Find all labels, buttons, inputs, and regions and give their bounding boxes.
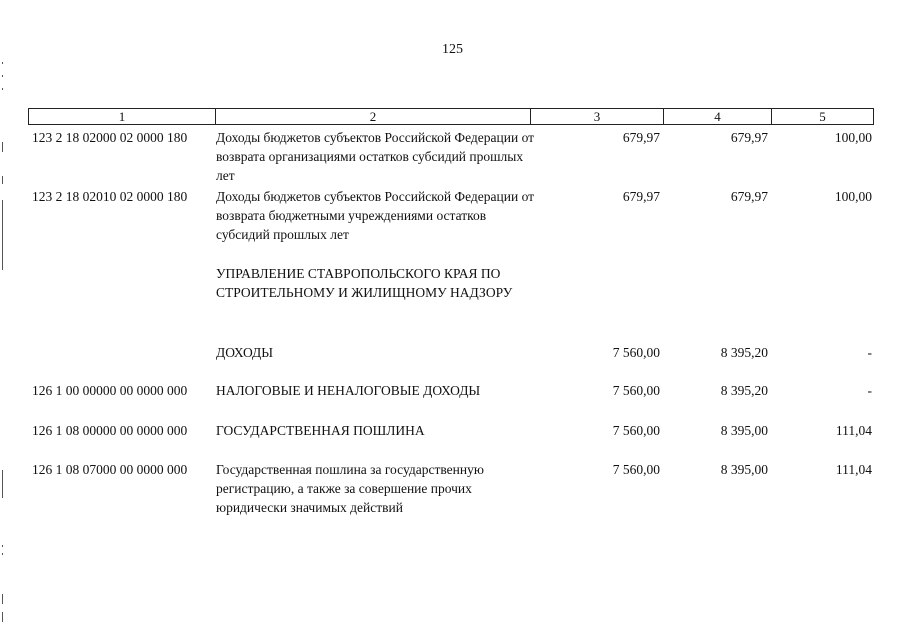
row-code: 126 1 08 07000 00 0000 000 <box>32 462 188 477</box>
row-name: Доходы бюджетов субъектов Российской Федерации от возврата бюджетными учреждениями остатков субсидий прошлых лет <box>216 189 535 242</box>
scan-mark <box>2 545 3 547</box>
scan-mark <box>2 142 3 152</box>
row-plan-value: 7 560,00 <box>612 345 660 360</box>
row-plan-value: 679,97 <box>622 130 660 145</box>
row-plan-value: 679,97 <box>622 189 660 204</box>
header-col-1: 1 <box>118 109 126 124</box>
row-percent-value: 100,00 <box>834 130 872 145</box>
scan-mark <box>2 553 3 555</box>
row-code: 123 2 18 02010 02 0000 180 <box>32 189 188 204</box>
row-name: ГОСУДАРСТВЕННАЯ ПОШЛИНА <box>216 423 425 438</box>
row-percent-value: 111,04 <box>835 462 872 477</box>
row-actual-value: 8 395,20 <box>720 383 768 398</box>
row-actual-value: 679,97 <box>730 130 768 145</box>
row-percent-value: - <box>867 345 872 360</box>
scan-mark <box>2 62 3 64</box>
scan-mark <box>2 470 3 498</box>
scan-mark <box>2 612 3 622</box>
row-code: 123 2 18 02000 02 0000 180 <box>32 130 188 145</box>
header-col-2: 2 <box>215 109 530 124</box>
row-percent-value: 100,00 <box>834 189 872 204</box>
row-actual-value: 8 395,00 <box>720 423 768 438</box>
row-name: Доходы бюджетов субъектов Российской Федерации от возврата организациями остатков субсидий прошлых лет <box>216 130 535 183</box>
scan-mark <box>2 200 3 270</box>
row-name: НАЛОГОВЫЕ И НЕНАЛОГОВЫЕ ДОХОДЫ <box>216 383 481 398</box>
row-code: 126 1 00 00000 00 0000 000 <box>32 383 188 398</box>
row-plan-value: 7 560,00 <box>612 383 660 398</box>
header-col-4: 4 <box>663 109 771 124</box>
row-actual-value: 679,97 <box>730 189 768 204</box>
row-plan-value: 7 560,00 <box>612 462 660 477</box>
header-col-5: 5 <box>771 109 873 124</box>
row-code: 126 1 08 00000 00 0000 000 <box>32 423 188 438</box>
row-name: ДОХОДЫ <box>216 345 274 360</box>
row-percent-value: - <box>867 383 872 398</box>
row-actual-value: 8 395,20 <box>720 345 768 360</box>
scan-mark <box>2 176 3 184</box>
row-name: УПРАВЛЕНИЕ СТАВРОПОЛЬСКОГО КРАЯ ПО СТРОИТЕЛЬНОМУ И ЖИЛИЩНОМУ НАДЗОРУ <box>216 266 513 300</box>
table-header <box>28 108 874 125</box>
row-name: Государственная пошлина за государственную регистрацию, а также за совершение прочих юридически значимых действий <box>216 462 484 515</box>
page-number: 125 <box>442 42 463 57</box>
row-percent-value: 111,04 <box>835 423 872 438</box>
row-plan-value: 7 560,00 <box>612 423 660 438</box>
scan-mark <box>2 88 3 90</box>
scan-mark <box>2 594 3 604</box>
row-actual-value: 8 395,00 <box>720 462 768 477</box>
header-col-3: 3 <box>530 109 663 124</box>
scan-mark <box>2 75 3 77</box>
